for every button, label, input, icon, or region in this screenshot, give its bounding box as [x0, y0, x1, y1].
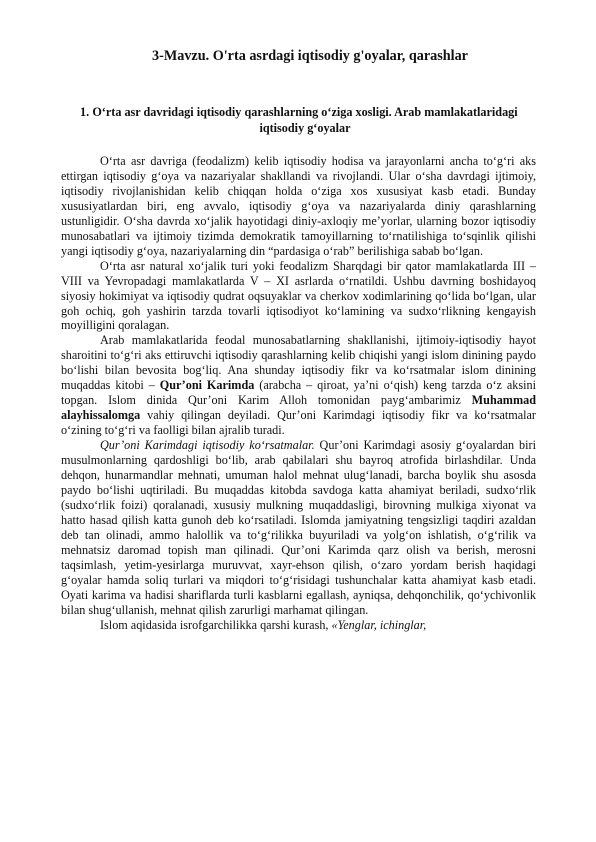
- document-body: [61, 154, 536, 633]
- paragraph-3-text-b: (arabcha – qiroat, ya’ni o‘qish) keng tarzda o‘z aksini topgan. Islom dinida Qur’oni Karim Alloh tomonidan payg‘ambarimiz: [61, 378, 536, 408]
- paragraph-3: [61, 333, 536, 438]
- section-number: 1.: [80, 105, 90, 119]
- subheading-italic: Qur’oni Karimdagi iqtisodiy ko‘rsatmalar.: [100, 438, 315, 453]
- quran-term: Qur’oni Karimda: [159, 378, 255, 393]
- quote-italic: «Yenglar, ichinglar,: [331, 617, 427, 632]
- page-title: 3-Mavzu. O'rta asrdagi iqtisodiy g'oyalar, qarashlar: [152, 48, 468, 64]
- paragraph-1: O‘rta asr davriga (feodalizm) kelib iqtisodiy hodisa va jarayonlarni ancha to‘g‘ri aks ettirgan iqtisodiy g‘oya va nazariyalar shakllandi va rivojlandi. Ular o‘sha davrdagi ijtimoiy, iqtisodiy rivojlanishidan kelib chiqqan holda o‘ziga xos xususiyat kasb etadi. Bunday xususiyatlardan biri, eng avvalo, iqtisodiy g‘oya va nazariyalarda diniy qarashlarning ustunligidir. O‘sha davrda xo‘jalik hayotidagi diniy-axloqiy me’yorlar, ularning bozor iqtisodiy munosabatlari va ijtimoiy tizimda demokratik tamoyillarning to‘rnatilishiga to‘sqinlik qilishi yangi iqtisodiy g‘oya, nazariyalarning din “pardasiga o‘rab” berilishiga sabab bo‘lgan.: [61, 154, 536, 258]
- prophet-name: Muhammad alayhissalomga: [61, 393, 536, 423]
- paragraph-5: [61, 618, 536, 633]
- paragraph-4: [61, 438, 536, 617]
- paragraph-2: O‘rta asr natural xo‘jalik turi yoki feodalizm Sharqdagi bir qator mamlakatlarda III – VIII va Yevropadagi mamlakatlarda V – XI asrlarda o‘rnatildi. Ushbu davrning boshidayoq siyosiy hokimiyat va iqtisodiy qudrat oqsuyaklar va cherkov xodimlarining qo‘lida bo‘lgan, ular goh ochiq, goh yashirin tarzda tovarli iqtisodiyot ko‘lamining va sudxo‘rlikning kengayish moyilligini qoralagan.: [61, 258, 536, 333]
- paragraph-3-text-a: Arab mamlakatlarida feodal munosabatlarning shakllanishi, ijtimoiy-iqtisodiy hayot sharoitini to‘g‘ri aks ettiruvchi iqtisodiy qarashlarning kelib chiqishi yangi islom dinining paydo bo‘lishi bilan bevosita bog‘liq. Ana shunday iqtisodiy fikr va ko‘rsatmalar islom dinining muqaddas kitobi –: [61, 333, 536, 393]
- paragraph-3-text-c: vahiy qilingan deyiladi. Qur’oni Karimdagi iqtisodiy fikr va ko‘rsatmalar o‘zining to‘g‘ri va faolligi bilan ajralib turadi.: [61, 408, 536, 438]
- paragraph-4-text: Qur’oni Karimdagi asosiy g‘oyalardan biri musulmonlarning qardoshligi bo‘lib, arab qabilalari shu bayroq atrofida birlashdilar. Unda dehqon, hunarmandlar mehnati, umuman halol mehnat ulug‘lanadi, barcha boylik shu asosda paydo bo‘lishi uqtiriladi. Bu muqaddas kitobda savdoga katta ahamiyat beriladi, sudxo‘rlik (sudxo‘rlik foizi) qoralanadi, xususiy mulkning muqaddasligi, birovning mulkiga xiyonat va hatto hasad qilish katta gunoh deb ko‘rsatiladi. Islomda jamiyatning tengsizligi taqdiri azaldan deb tan olinadi, ammo halollik va to‘g‘rilikka buyuriladi va yolg‘on ishlatish, o‘g‘rilik va mehnatsiz daromad topish man qilinadi. Qur’oni Karimda qarz olish va berish, merosni taqsimlash, yetim-yesirlarga muruvvat, xayr-ehson qilish, o‘zaro yordam berish haqidagi g‘oyalar hamda soliq turlari va miqdori to‘g‘risidagi tushunchalar katta ahamiyat kasb etadi. Oyati karima va hadisi shariflarda turli kasblarni egallash, ayniqsa, dehqonchilik, qo‘ychivonlik bilan shug‘ullanish, mehnat qilish zarurligi marhamat qilingan.: [61, 438, 536, 617]
- section-heading: O‘rta asr davridagi iqtisodiy qarashlarning o‘ziga xosligi. Arab mamlakatlaridagi iqtisodiy g‘oyalar: [92, 105, 518, 135]
- paragraph-5-text: Islom aqidasida isrofgarchilikka qarshi kurash,: [100, 617, 332, 632]
